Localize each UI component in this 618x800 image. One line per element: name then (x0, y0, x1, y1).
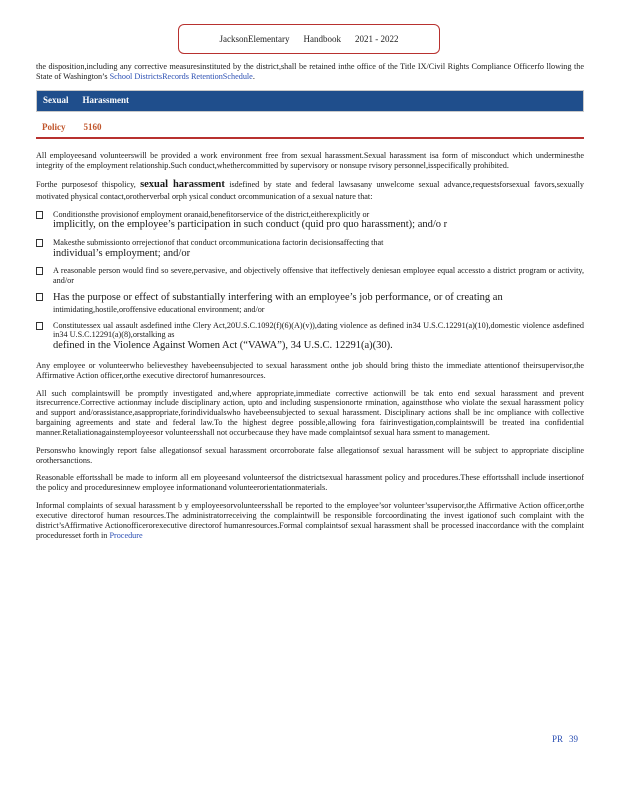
definition-list (36, 210, 584, 353)
school-name: JacksonElementary (219, 34, 290, 44)
checkbox-bullet-icon (36, 267, 43, 275)
policy-number: 5160 (83, 121, 102, 132)
checkbox-bullet-icon (36, 322, 43, 330)
document-body (36, 62, 584, 549)
section-label: Sexual (43, 95, 69, 106)
definition-term: sexual harassment (140, 179, 225, 191)
checkbox-bullet-icon (36, 239, 43, 247)
list-item (36, 238, 584, 260)
paragraph-informal-complaints (36, 501, 584, 540)
paragraph-work-environment: All employeesand volunteerswill be provided a work environment free from sexual harassment.Sexual harassment isa form of misconduct which underminesthe integrity of the employment relationship.Such conduct,whethercommitted by supervisory or nonsupe rvisory personnel,isspecifically prohibited. (36, 151, 584, 171)
policy-header (36, 118, 584, 140)
paragraph-false-allegations: Personswho knowingly report false allegationsof sexual harassment orcorroborate false allegationsof sexual harassment will be subject to appropriate discipline orothersanctions. (36, 445, 584, 465)
bullet-5-text-b: defined in the Violence Against Women Act (“VAWA”), 34 U.S.C. 12291(a)(30). (53, 340, 393, 352)
checkbox-bullet-icon (36, 211, 43, 219)
handbook-header (178, 24, 440, 54)
procedure-link[interactable]: Procedure (109, 530, 143, 540)
list-item (36, 321, 584, 353)
intro-end: . (252, 71, 255, 81)
definition-text-a: Forthe purposesof thispolicy, (36, 180, 136, 190)
list-item (36, 292, 584, 314)
bullet-2-text-b: individual’s employment; and/or (53, 247, 191, 259)
definition-text-b: isdefined by state and federal lawsasany unwelcome sexual advance,requestsforsexual favors,sexually motivated physical contact,orotherverbal orph ysical conduct orcommunication of a sexual nature that: (36, 180, 584, 201)
checkbox-bullet-icon (36, 293, 43, 301)
school-year: 2021 - 2022 (354, 34, 399, 44)
bullet-1-text-a: Conditionsthe provisionof employment oranaid,benefitorservice of the district,eitherexplicitly or (53, 209, 370, 219)
section-header (36, 90, 584, 112)
paragraph-inform: Reasonable effortsshall be made to inform all em ployeesand volunteersof the districtsexual harassment policy and procedures.These effortsshall include insertionof the policy and proceduresinnew employee informationand volunteerorientationmaterials. (36, 473, 584, 493)
policy-label: Policy (42, 121, 66, 132)
bullet-5-text-a: Constitutessex ual assault asdefined inthe Clery Act,20U.S.C.1092(f)(6)(A)(v)),dating violence as defined in34 U.S.C.12291(a)(10),domestic violence asdefined in34 U.S.C.12291(a)(8),orstalking as (53, 320, 584, 340)
footer-prefix: PR (551, 734, 563, 744)
list-item (36, 210, 584, 232)
paragraph-reporting: Any employee or volunteerwho believesthey havebeensubjected to sexual harassment onthe job should bring thisto the immediate attentionof theirsupervisor,the Affirmative Action officer,orthe executive directorof humanresources. (36, 360, 584, 380)
page-footer (552, 734, 578, 744)
bullet-2-text-a: Makesthe submissionto orrejectionof that conduct orcommunicationa factorin decisionsaffecting that (53, 238, 384, 248)
section-label-2: Harassment (82, 95, 130, 106)
records-retention-link[interactable]: School DistrictsRecords RetentionSchedule (109, 71, 253, 81)
intro-paragraph (36, 62, 584, 82)
informal-complaints-text: Informal complaints of sexual harassment b y employeesorvolunteersshall be reported to the employee’sor volunteer’ssupervisor,the Affirmative Action officer,orthe executive directorof human resources.The administratorreceiving the complaintwill be responsible forcoordinating the invest igationof such complaint with the district’sAffirmative Actionofficerorexecutive directorof humanresources.Formal complaintsof sexual harassment shall be processed inaccordance with the complaint proceduresset forth in (36, 501, 584, 540)
paragraph-definition (36, 179, 584, 201)
page-number: 39 (569, 734, 578, 744)
paragraph-investigation: All such complaintswill be promptly investigated and,where appropriate,immediate corrective actionwill be tak ento end sexual harassment and prevent itsrecurrence.Corrective actionmay include disciplinary action, upto and including suspensionorte rmination, againstthose who violate the sexual harassment policy and support and/orassistance,asappropriate,forindividualswho havebeensubjected to sexual harassment. Disciplinary actions shall be inc ompliance with collective bargaining agreements and state and federal law.To the highest degree possible,allowing fora fairinvestigation,complaintswill be treated ina confidential manner.Retaliationagainstemployeesor volunteersshall not occurbecause they have made complaintsof sexual hara ssment to management. (36, 388, 584, 437)
intro-text: the disposition,including any corrective measuresinstituted by the district,shall be retained inthe office of the Title IX/Civil Rights Compliance Officerfo llowing the State of Washington’s (36, 62, 584, 81)
list-item (36, 266, 584, 286)
bullet-4-text-a: Has the purpose or effect of substantially interfering with an employee’s job performance, or of creating an (53, 292, 503, 304)
bullet-4-text-b: intimidating,hostile,oroffensive educational environment; and/or (53, 304, 265, 314)
bullet-3-text: A reasonable person would find so severe,pervasive, and objectively offensive that iteffectively deniesan employee equal accessto a district program or activity, and/or (53, 266, 584, 286)
bullet-1-text-b: implicitly, on the employee’s participation in such conduct (quid pro quo harassment); and/o r (53, 219, 448, 231)
handbook-title: Handbook (303, 34, 341, 44)
